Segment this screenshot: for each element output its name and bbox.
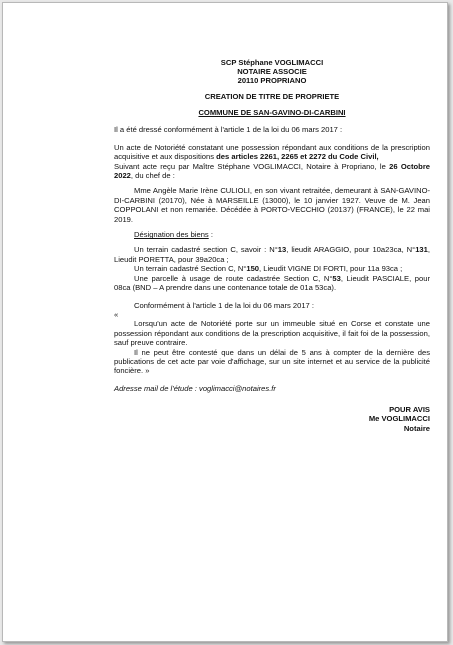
articles-reference: des articles 2261, 2265 et 2272 du Code Civil, xyxy=(216,152,379,162)
notoriety-paragraph xyxy=(114,143,430,181)
signature-pour-avis: POUR AVIS xyxy=(389,405,430,415)
document-title: CREATION DE TITRE DE PROPRIETE xyxy=(204,91,340,101)
designation-colon: : xyxy=(208,230,213,240)
email-line: Adresse mail de l'étude : voglimacci@notaires.fr xyxy=(114,383,276,393)
person-paragraph: Mme Angèle Marie Irène CULIOLI, en son vivant retraitée, demeurant à SAN-GAVINO-DI-CARBINI (20170), Née à MARSEILLE (13000), le 10 janvier 1927. Veuve de M. Jean COPPOLANI et non remariée. Décédée à PORTO-VECCHIO (20137) (FRANCE), le 22 mai 2019. xyxy=(114,186,430,224)
act-date: 26 Octobre 2022 xyxy=(114,161,430,181)
parcel-text: , lieudit ARAGGIO, pour 10a23ca, N° xyxy=(286,245,416,255)
intro-line: Il a été dressé conformément à l'article 1 de la loi du 06 mars 2017 : xyxy=(114,125,343,135)
parcel-item-2 xyxy=(114,264,430,273)
letterhead xyxy=(114,58,430,86)
para-text: Un acte de Notoriété constatant une possession répondant aux conditions de la prescription acquisitive et aux dispositions xyxy=(114,142,430,162)
para-text: , du chef de : xyxy=(130,171,175,181)
signature-block xyxy=(114,405,430,433)
parcel-number: 150 xyxy=(246,264,260,274)
parcel-text: , Lieudit VIGNE DI FORTI, pour 11a 93ca ; xyxy=(259,264,403,274)
parcel-number: 53 xyxy=(332,273,341,283)
parcel-number: 13 xyxy=(277,245,287,255)
designation-label: Désignation des biens xyxy=(134,230,209,240)
signature-title: Notaire xyxy=(403,423,430,433)
letterhead-role: NOTAIRE ASSOCIE xyxy=(237,67,307,77)
signature-name: Me VOGLIMACCI xyxy=(368,414,430,424)
commune-heading: COMMUNE DE SAN-GAVINO-DI-CARBINI xyxy=(198,108,346,118)
parcel-text: Un terrain cadastré section C, savoir : N° xyxy=(134,245,278,255)
quote-paragraph-2: Il ne peut être contesté que dans un délai de 5 ans à compter de la dernière des publications de cet acte par voie d'affichage, sur un site internet et au service de la publicité foncière. » xyxy=(114,347,430,376)
document-page xyxy=(2,2,448,642)
para-text: Suivant acte reçu par Maître Stéphane VOGLIMACCI, Notaire à Propriano, le xyxy=(114,161,390,171)
parcel-text: Un terrain cadastré Section C, N° xyxy=(134,264,247,274)
parcel-text: , Lieudit PASCIALE, pour 08ca (BND – A prendre dans une contenance totale de 01a 53ca). xyxy=(114,273,430,293)
document-body xyxy=(114,58,430,433)
designation-heading xyxy=(114,230,430,239)
conformement-line: Conformément à l'article 1 de la loi du 06 mars 2017 : xyxy=(134,300,314,310)
quote-open: « xyxy=(114,309,119,319)
quote-paragraph-1: Lorsqu'un acte de Notoriété porte sur un immeuble situé en Corse et constate une possession répondant aux conditions de la prescription acquisitive, il fait foi de la possession, sauf preuve contraire. xyxy=(114,319,430,348)
parcel-item-3 xyxy=(114,274,430,293)
parcel-number: 131 xyxy=(415,245,428,255)
parcel-text: Une parcelle à usage de route cadastrée Section C, N° xyxy=(134,273,333,283)
letterhead-city: 20110 PROPRIANO xyxy=(237,76,307,86)
parcel-item-1 xyxy=(114,245,430,264)
letterhead-firm: SCP Stéphane VOGLIMACCI xyxy=(220,58,324,67)
parcel-text: , Lieudit PORETTA, pour 39a20ca ; xyxy=(114,245,430,264)
